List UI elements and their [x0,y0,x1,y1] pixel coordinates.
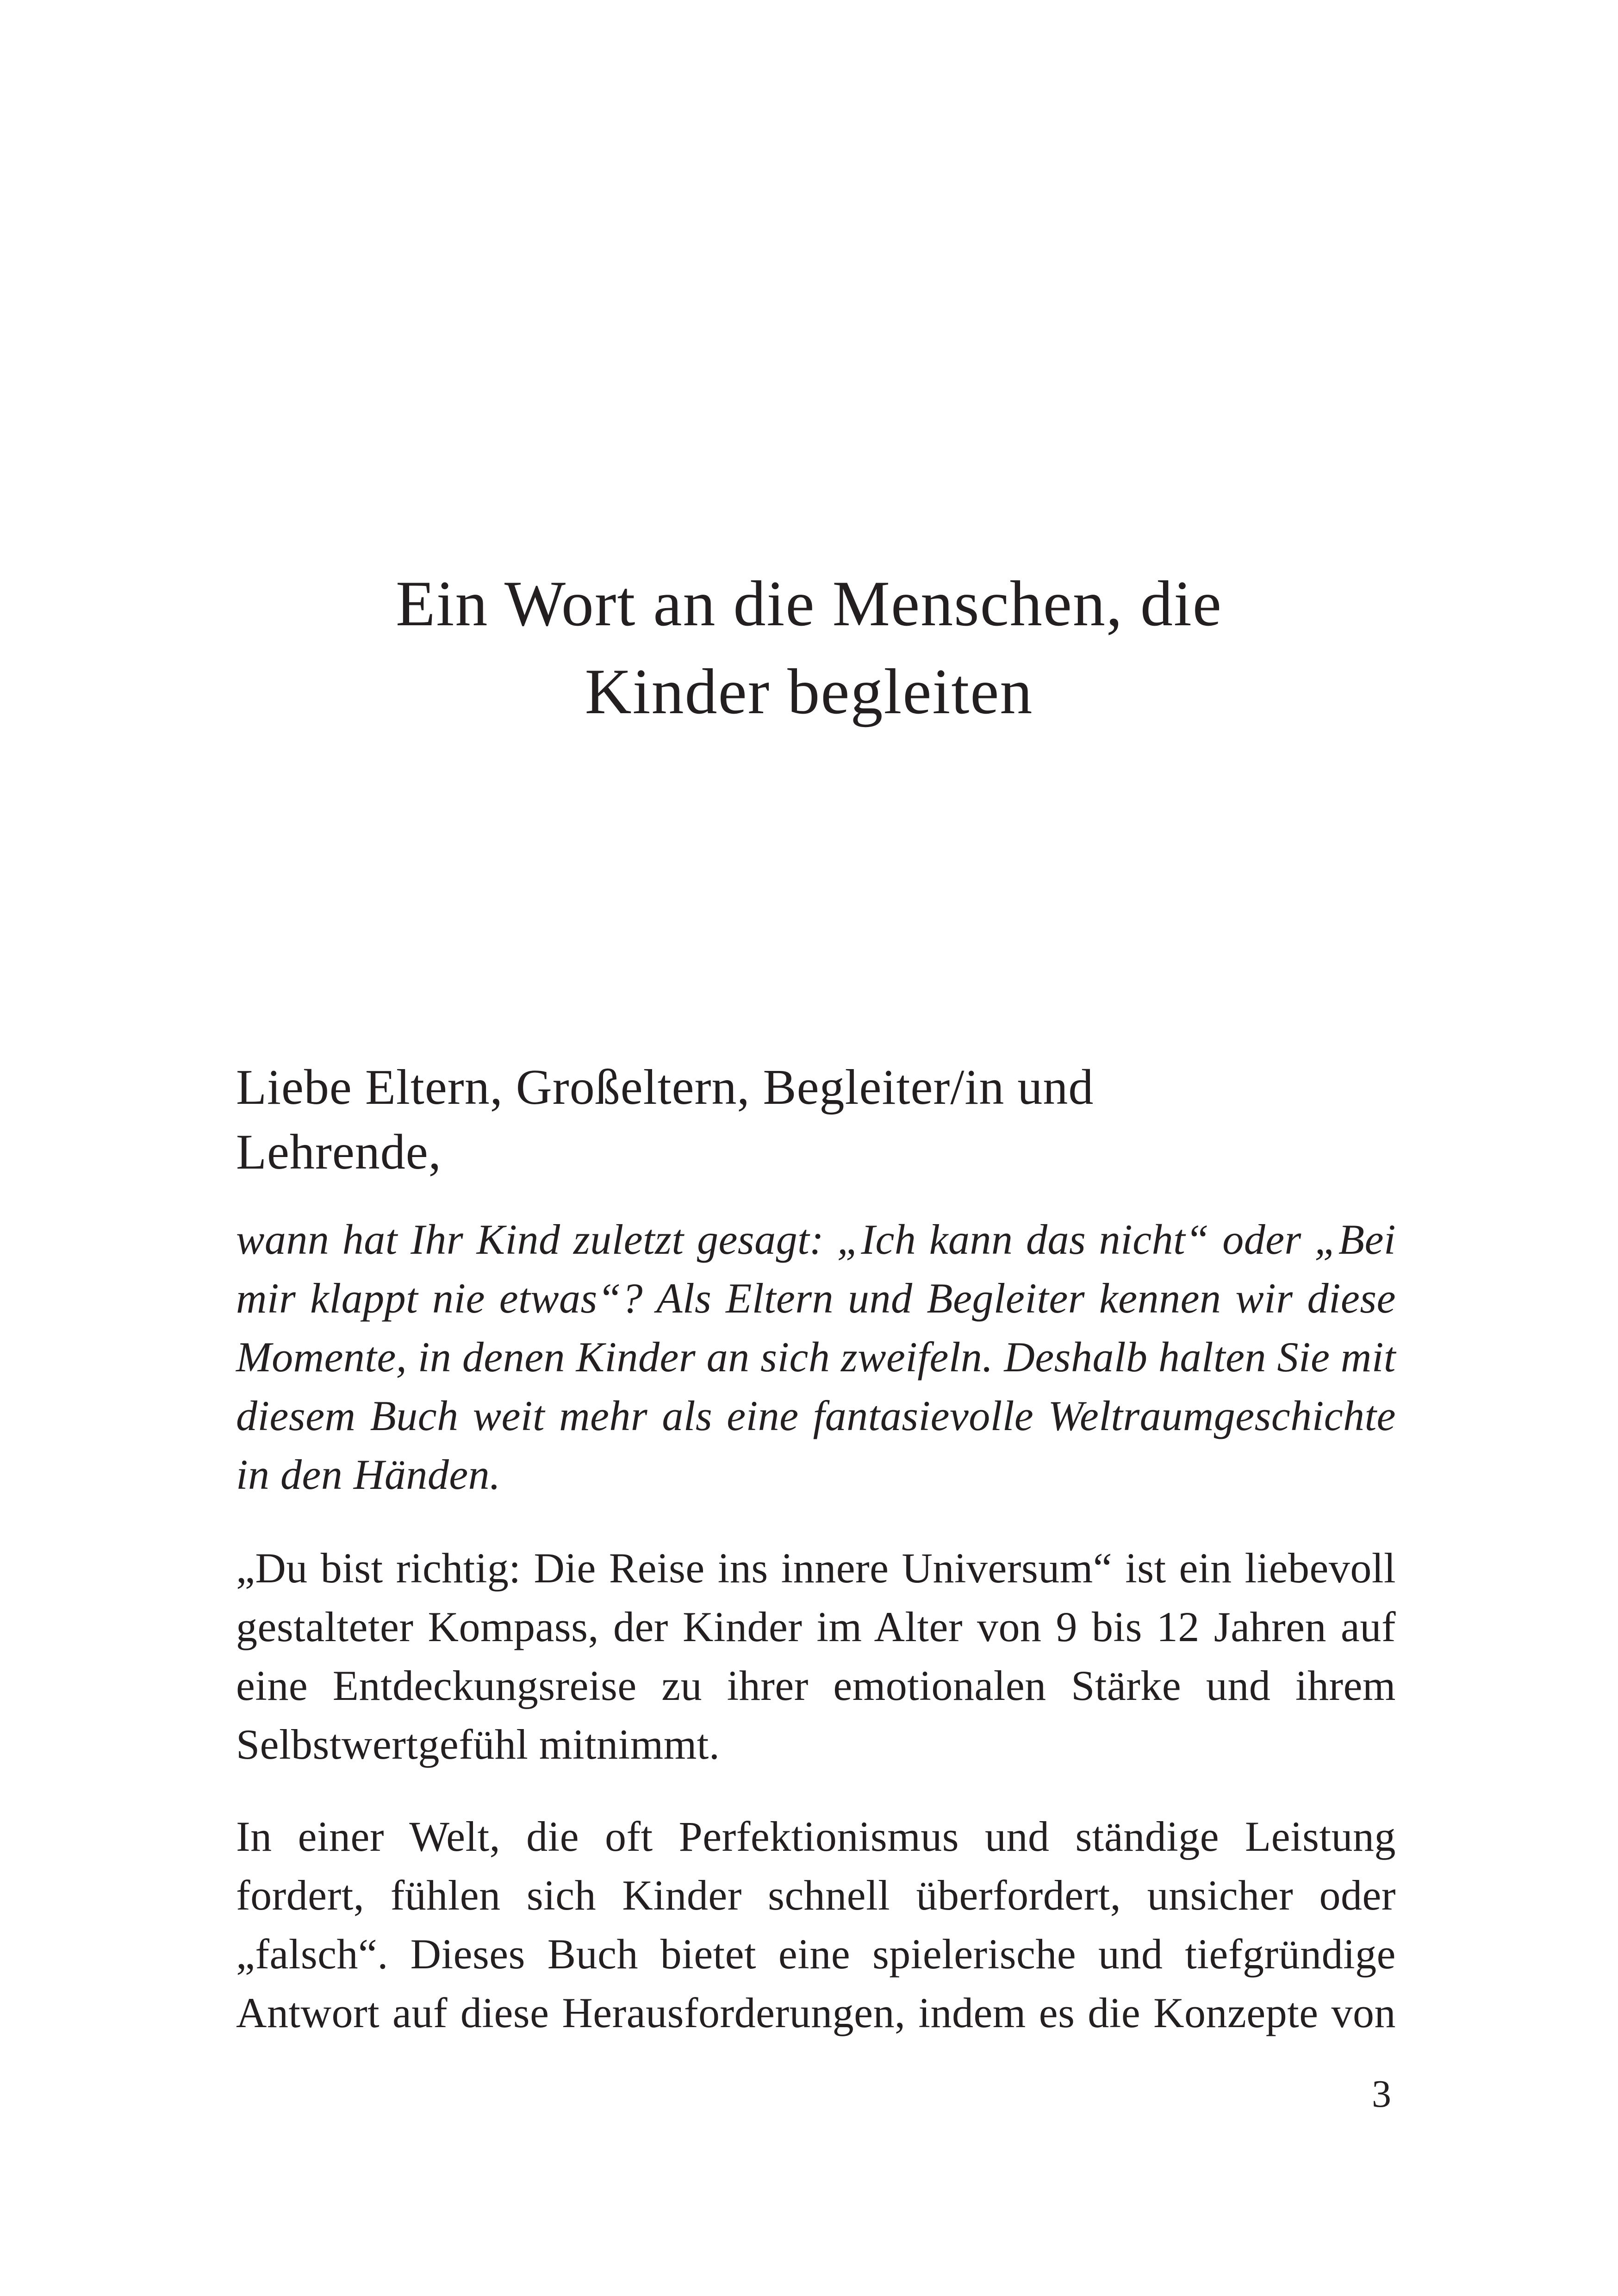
text-line: in den Händen. [236,1451,501,1498]
body-paragraph [236,1807,1396,2042]
text-line: Antwort auf diese Herausforderungen, indem es die Konzepte von [236,1989,1396,2036]
text-line: Momente, in denen Kinder an sich zweifeln. Deshalb halten Sie mit [236,1333,1396,1381]
page-number: 3 [1372,2072,1391,2116]
text-line: gestalteter Kompass, der Kinder im Alter von 9 bis 12 Jahren auf [236,1603,1396,1650]
text-line: wann hat Ihr Kind zuletzt gesagt: „Ich kann das nicht“ oder „Bei [236,1216,1396,1263]
text-line: fordert, fühlen sich Kinder schnell überfordert, unsicher oder [236,1872,1396,1919]
salutation-line: Liebe Eltern, Großeltern, Begleiter/in und [236,1060,1094,1115]
chapter-title-line: Kinder begleiten [585,656,1033,728]
salutation-line: Lehrende, [236,1125,442,1180]
intro-paragraph [236,1210,1396,1504]
text-line: „falsch“. Dieses Buch bietet eine spielerische und tiefgründige [236,1930,1396,1978]
salutation-heading [236,1055,1393,1185]
text-line: diesem Buch weit mehr als eine fantasievolle Weltraumgeschichte [236,1392,1396,1439]
text-line: mir klappt nie etwas“? Als Eltern und Begleiter kennen wir diese [236,1275,1396,1322]
text-line: In einer Welt, die oft Perfektionismus und ständige Leistung [236,1813,1396,1860]
chapter-title-line: Ein Wort an die Menschen, die [396,568,1222,640]
body-paragraph [236,1539,1396,1774]
text-line: Selbstwertgefühl mitnimmt. [236,1721,720,1768]
chapter-title [0,560,1618,736]
text-line: „Du bist richtig: Die Reise ins innere Universum“ ist ein liebevoll [236,1544,1396,1592]
text-line: eine Entdeckungsreise zu ihrer emotionalen Stärke und ihrem [236,1662,1396,1709]
